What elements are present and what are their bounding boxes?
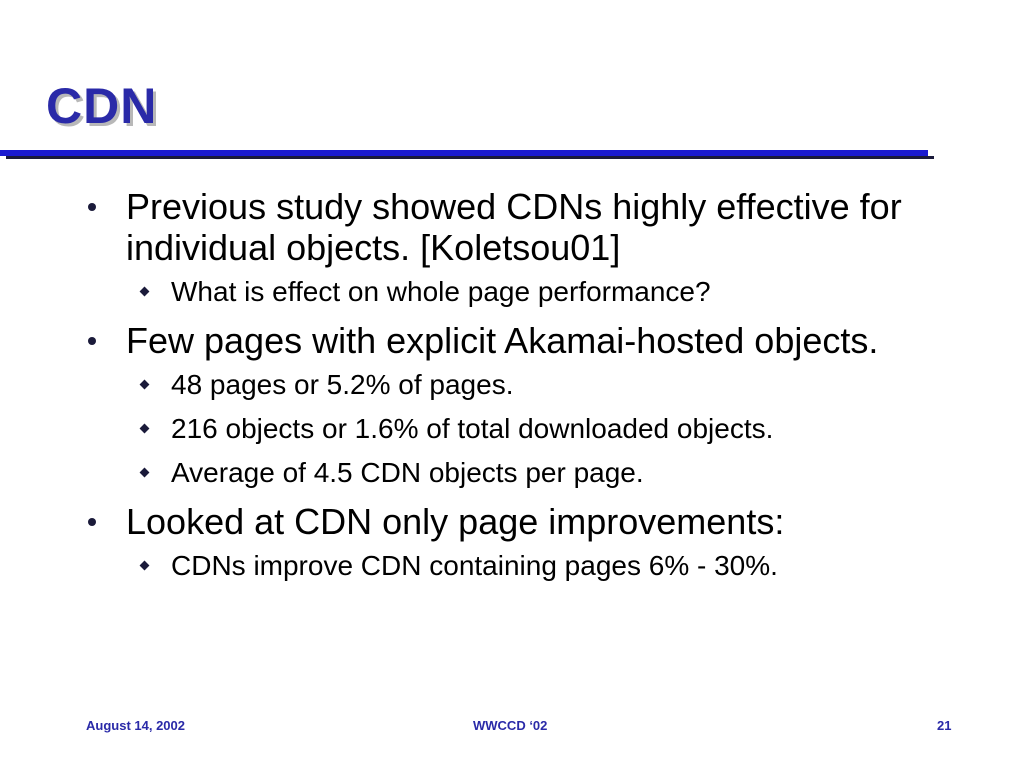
bullet-dot-icon: [88, 337, 96, 345]
sub-bullet-item: [86, 550, 966, 582]
title-rule-shadow: [6, 156, 934, 159]
diamond-bullet-icon: [140, 424, 150, 434]
sub-bullet-item: [86, 276, 966, 308]
bullet-text: Previous study showed CDNs highly effective for individual objects. [Koletsou01]: [126, 186, 902, 268]
sub-bullet-item: [86, 369, 966, 401]
sub-bullet-text: 216 objects or 1.6% of total downloaded objects.: [171, 413, 774, 444]
diamond-bullet-icon: [140, 287, 150, 297]
footer-page-number: 21: [937, 718, 952, 733]
bullet-text: Few pages with explicit Akamai-hosted objects.: [126, 320, 879, 361]
bullet-list: [86, 186, 966, 594]
slide-title: CDN: [46, 78, 158, 134]
sub-bullet-item: [86, 413, 966, 445]
sub-bullet-list: [86, 369, 966, 489]
bullet-dot-icon: [88, 203, 96, 211]
bullet-item: [86, 186, 966, 268]
diamond-bullet-icon: [140, 561, 150, 571]
sub-bullet-text: Average of 4.5 CDN objects per page.: [171, 457, 644, 488]
sub-bullet-list: [86, 550, 966, 582]
sub-bullet-list: [86, 276, 966, 308]
sub-bullet-item: [86, 457, 966, 489]
footer-event: WWCCD ‘02: [473, 718, 548, 733]
diamond-bullet-icon: [140, 380, 150, 390]
sub-bullet-text: What is effect on whole page performance?: [171, 276, 711, 307]
bullet-dot-icon: [88, 518, 96, 526]
diamond-bullet-icon: [140, 468, 150, 478]
bullet-item: [86, 320, 966, 361]
sub-bullet-text: 48 pages or 5.2% of pages.: [171, 369, 514, 400]
bullet-item: [86, 501, 966, 542]
footer-date: August 14, 2002: [86, 718, 185, 733]
sub-bullet-text: CDNs improve CDN containing pages 6% - 30%.: [171, 550, 778, 581]
bullet-text: Looked at CDN only page improvements:: [126, 501, 785, 542]
